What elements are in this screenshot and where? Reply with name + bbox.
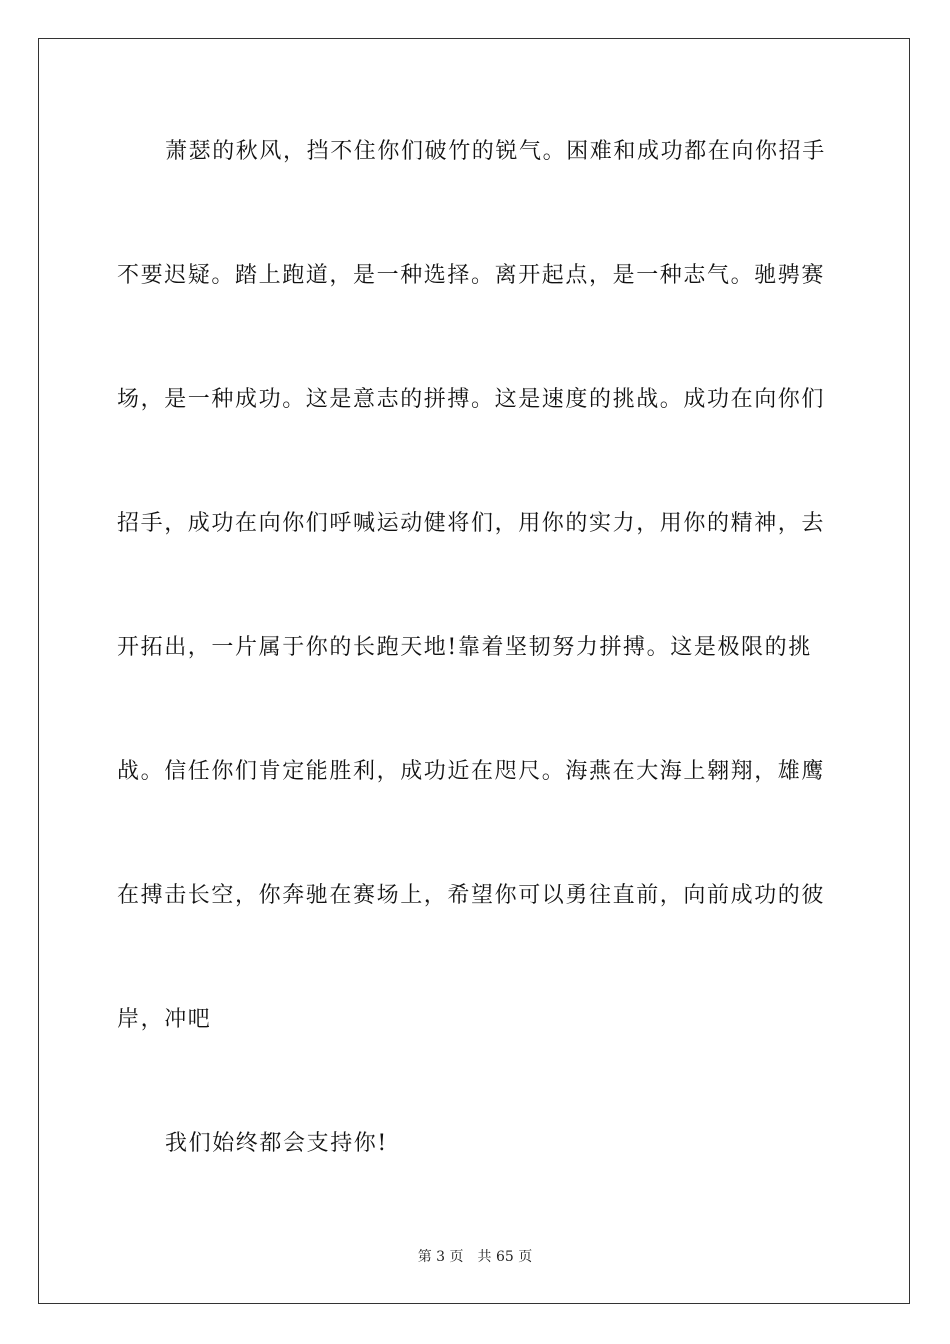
paragraph-line-4: 招手，成功在向你们呼喊运动健将们，用你的实力，用你的精神，去 bbox=[117, 511, 826, 536]
page-footer bbox=[0, 1248, 950, 1266]
paragraph-line-6: 战。信任你们肯定能胜利，成功近在咫尺。海燕在大海上翱翔，雄鹰 bbox=[117, 759, 826, 784]
paragraph-line-1: 萧瑟的秋风，挡不住你们破竹的锐气。困难和成功都在向你招手 bbox=[165, 139, 826, 164]
paragraph-line-8: 岸，冲吧 bbox=[117, 1007, 212, 1032]
page-border bbox=[38, 38, 910, 1304]
closing-line: 我们始终都会支持你! bbox=[165, 1131, 388, 1156]
paragraph-line-2: 不要迟疑。踏上跑道，是一种选择。离开起点，是一种志气。驰骋赛 bbox=[117, 263, 826, 288]
total-pages: 共 65 页 bbox=[477, 1249, 533, 1265]
paragraph-line-5: 开拓出，一片属于你的长跑天地!靠着坚韧努力拼搏。这是极限的挑 bbox=[117, 635, 812, 660]
paragraph-line-7: 在搏击长空，你奔驰在赛场上，希望你可以勇往直前，向前成功的彼 bbox=[117, 883, 826, 908]
paragraph-line-3: 场，是一种成功。这是意志的拼搏。这是速度的挑战。成功在向你们 bbox=[117, 387, 826, 412]
page-number: 第 3 页 bbox=[417, 1249, 464, 1265]
